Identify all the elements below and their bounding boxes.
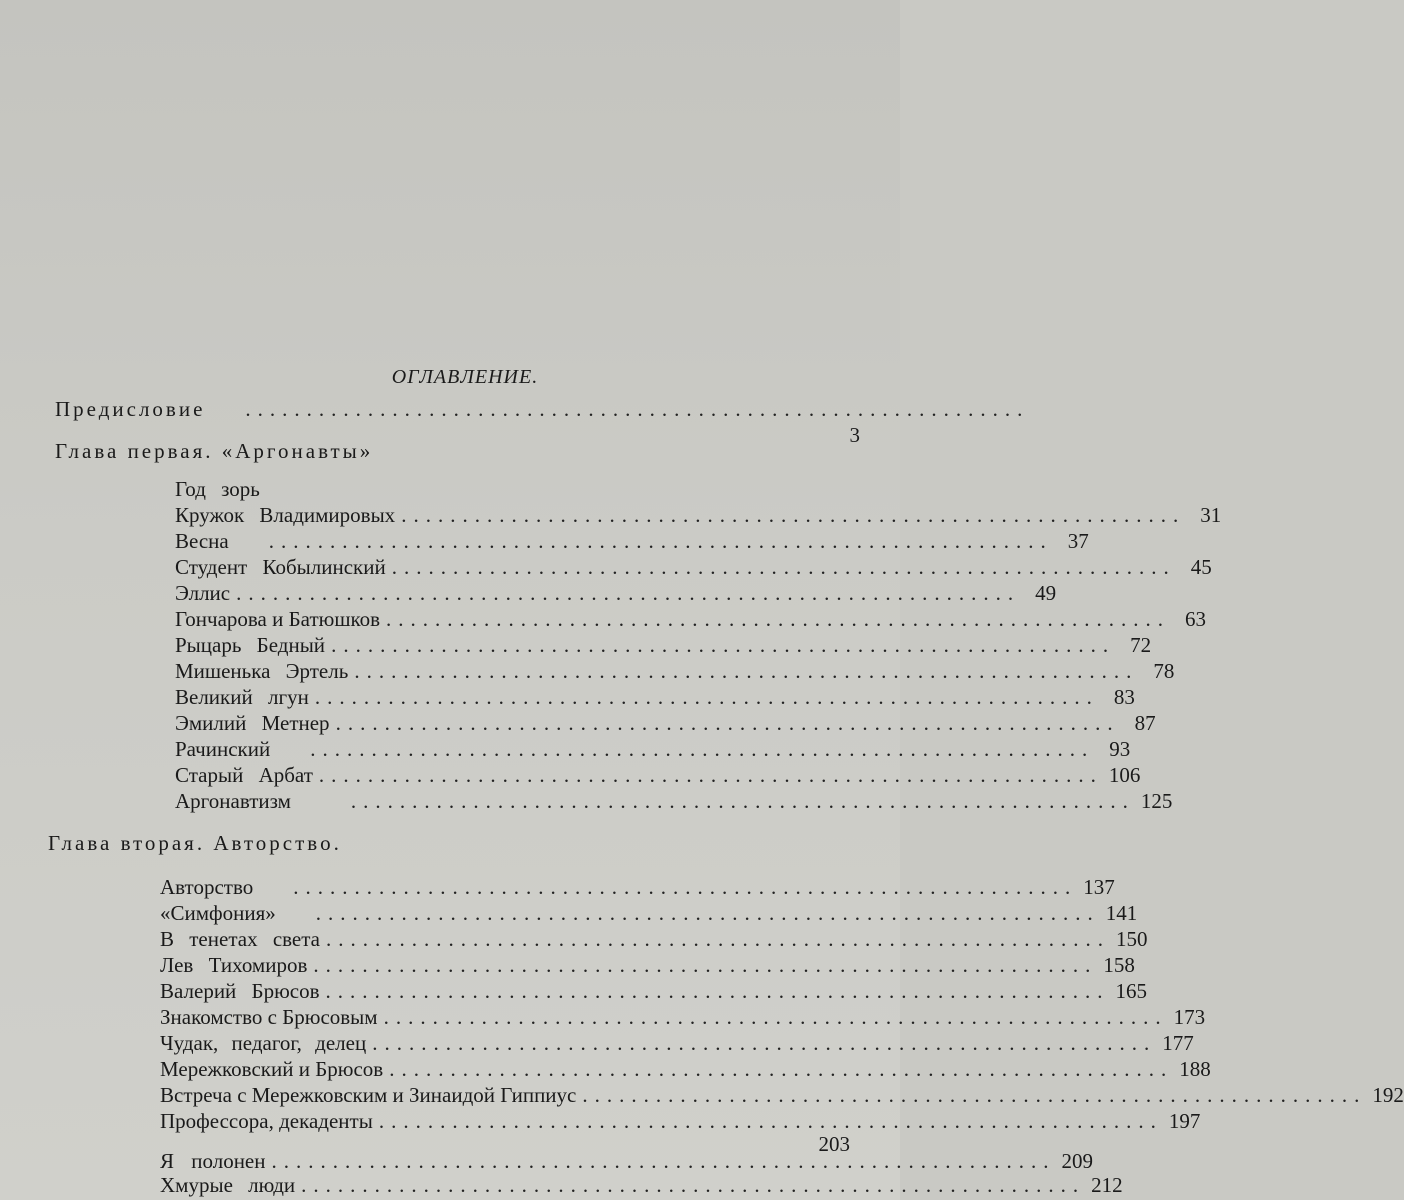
toc-entry [160, 1108, 1201, 1134]
toc-entry [160, 874, 1115, 900]
page-title: ОГЛАВЛЕНИЕ. [391, 366, 539, 388]
leader-dots: ................................................................ [293, 875, 1078, 899]
toc-entry-label: Знакомство с Брюсовым [160, 1005, 378, 1029]
toc-entry-label: Валерий Брюсов [160, 979, 320, 1003]
toc-entry-label: Профессора, декаденты [160, 1109, 373, 1133]
toc-entry-label: «Симфония» [160, 901, 276, 925]
leader-dots: ................................................................ [386, 607, 1171, 631]
toc-entry-label: Встреча с Мережковским и Зинаидой Гиппиус [160, 1083, 577, 1107]
toc-entry-page: 165 [1115, 979, 1148, 1003]
toc-entry-label: Гончарова и Батюшков [175, 607, 381, 631]
toc-entry [175, 736, 1131, 762]
toc-entry [175, 528, 1089, 554]
toc-entry [55, 396, 1030, 422]
leader-dots: ................................................................ [372, 1031, 1157, 1055]
toc-entry-page: 137 [1083, 875, 1115, 899]
toc-entry-label: Год зорь [175, 477, 260, 501]
leader-dots: ................................................................ [318, 763, 1103, 787]
toc-entry [160, 952, 1135, 978]
toc-entry-label: Мережковский и Брюсов [160, 1057, 384, 1081]
leader-dots: ................................................................ [335, 711, 1120, 735]
toc-entry-page: 3 [849, 423, 860, 447]
toc-entry-label: Весна [175, 529, 229, 553]
leader-dots: ................................................................ [350, 789, 1135, 813]
toc-entry-label: Старый Арбат [175, 763, 313, 787]
toc-entry-page: 93 [1109, 737, 1131, 761]
toc-entry-page: 173 [1173, 1005, 1206, 1029]
leader-dots: ................................................................ [331, 633, 1116, 657]
toc-entry [175, 632, 1152, 658]
toc-entry [160, 978, 1148, 1004]
chapter-heading-label: Глава вторая. Авторство. [48, 831, 342, 855]
leader-dots: ................................................................ [268, 529, 1053, 553]
toc-entry-page: 197 [1168, 1109, 1201, 1133]
leader-dots: ................................................................ [271, 1149, 1056, 1173]
toc-entry [175, 606, 1207, 632]
toc-entry-page: 188 [1179, 1057, 1211, 1081]
leader-dots: ................................................................ [313, 953, 1098, 977]
toc-entry [160, 926, 1148, 952]
leader-dots: ................................................................ [315, 901, 1100, 925]
toc-entry-page: 106 [1108, 763, 1141, 787]
toc-entry-page: 37 [1067, 529, 1089, 553]
toc-entry-label: Аргонавтизм [175, 789, 291, 813]
toc-entry-label: Студент Кобылинский [175, 555, 386, 579]
toc-entry [160, 1082, 1404, 1108]
toc-entry-page: 192 [1372, 1083, 1404, 1107]
toc-entry-label: Рыцарь Бедный [175, 633, 326, 657]
leader-dots: ................................................................ [582, 1083, 1367, 1107]
toc-entry-label: Лев Тихомиров [160, 953, 308, 977]
toc-entry-label: Кружок Владимировых [175, 503, 396, 527]
leader-dots: ................................................................ [236, 581, 1021, 605]
toc-entry-page: 72 [1130, 633, 1152, 657]
leader-dots: ................................................................ [389, 1057, 1174, 1081]
toc-entry-page: 209 [1061, 1149, 1093, 1173]
toc-entry [175, 502, 1222, 528]
toc-entry-page: 150 [1116, 927, 1148, 951]
toc-entry [175, 710, 1156, 736]
toc-entry [175, 476, 260, 502]
toc-entry-label: В тенетах света [160, 927, 321, 951]
toc-entry-label: Мишенька Эртель [175, 659, 349, 683]
chapter-heading-label: Глава первая. «Аргонавты» [55, 439, 374, 463]
toc-entry-label: Я полонен [160, 1149, 266, 1173]
leader-dots: ................................................................ [301, 1173, 1086, 1197]
leader-dots: ................................................................ [391, 555, 1176, 579]
toc-entry-page: 63 [1185, 607, 1207, 631]
toc-entry [175, 684, 1135, 710]
toc-entry [175, 658, 1175, 684]
toc-entry [160, 1148, 1093, 1174]
toc-entry [160, 1030, 1194, 1056]
toc-entry-label: Эмилий Метнер [175, 711, 330, 735]
toc-entry [160, 1172, 1123, 1198]
leader-dots: ................................................................ [314, 685, 1099, 709]
leader-dots: ................................................................ [401, 503, 1186, 527]
toc-entry-page: 87 [1134, 711, 1156, 735]
toc-entry-page: 141 [1105, 901, 1138, 925]
toc-entry [175, 788, 1173, 814]
toc-entry-page: 177 [1162, 1031, 1194, 1055]
toc-entry-label: Великий лгун [175, 685, 309, 709]
toc-entry-page: 78 [1153, 659, 1175, 683]
toc-entry-page: 31 [1200, 503, 1222, 527]
toc-entry-label: Авторство [160, 875, 254, 899]
leader-dots: ................................................................ [383, 1005, 1168, 1029]
toc-entry-page: 125 [1140, 789, 1173, 813]
toc-entry-label: Хмурые люди [160, 1173, 296, 1197]
leader-dots: ................................................................ [325, 979, 1110, 1003]
toc-entry [160, 1004, 1206, 1030]
toc-entry [160, 900, 1138, 926]
chapter-heading [48, 830, 342, 856]
leader-dots: ................................................................ [378, 1109, 1163, 1133]
toc-entry-label: Предисловие [55, 397, 206, 421]
toc-entry-page: 158 [1103, 953, 1135, 977]
leader-dots: ................................................................ [310, 737, 1095, 761]
toc-entry [175, 580, 1057, 606]
toc-entry [810, 422, 860, 448]
toc-entry-page: 203 [818, 1132, 850, 1156]
toc-entry [160, 1056, 1211, 1082]
toc-entry [175, 554, 1212, 580]
toc-entry-page: 212 [1091, 1173, 1123, 1197]
leader-dots: ................................................................ [326, 927, 1111, 951]
leader-dots: ................................................................ [245, 397, 1030, 421]
chapter-heading [55, 438, 373, 464]
toc-entry-page: 49 [1035, 581, 1057, 605]
toc-entry [175, 762, 1141, 788]
toc-entry-page: 83 [1113, 685, 1135, 709]
toc-entry-page: 45 [1190, 555, 1212, 579]
toc-entry-label: Рачинский [175, 737, 271, 761]
toc-entry-label: Эллис [175, 581, 231, 605]
leader-dots: ................................................................ [354, 659, 1139, 683]
toc-entry-label: Чудак, педагог, делец [160, 1031, 367, 1055]
